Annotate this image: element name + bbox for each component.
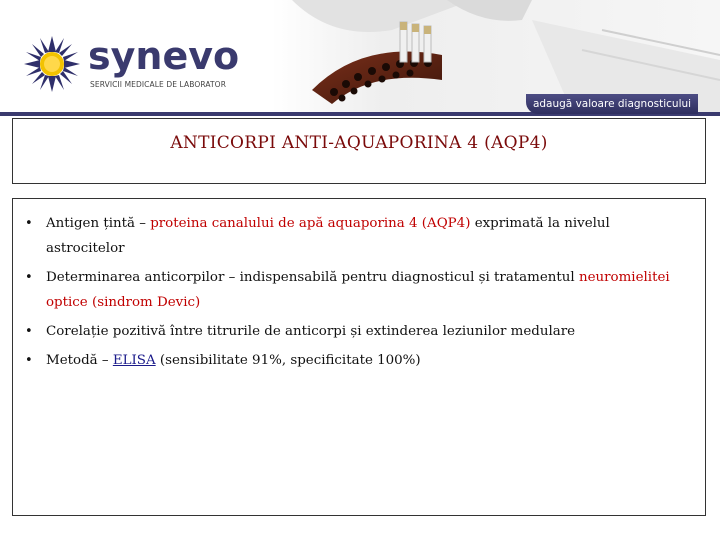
bullet-text: Antigen țintă – bbox=[46, 216, 151, 231]
bullet-text: Corelație pozitivă între titrurile de anticorpi și extinderea leziunilor medulare bbox=[46, 324, 576, 339]
bullet-list bbox=[13, 211, 703, 377]
bullet-dot-icon: • bbox=[25, 324, 33, 339]
brand-tagline: SERVICII MEDICALE DE LABORATOR bbox=[90, 80, 227, 89]
slogan-banner: adaugă valoare diagnosticului bbox=[526, 94, 698, 114]
slide-header bbox=[0, 0, 720, 120]
brand-name: synevo bbox=[88, 34, 240, 78]
bullet-item bbox=[13, 265, 703, 315]
title-box bbox=[12, 118, 706, 184]
bullet-text: Determinarea anticorpilor – indispensabilă pentru diagnosticul și tratamentul bbox=[46, 270, 579, 285]
bullet-dot-icon: • bbox=[25, 353, 33, 368]
synevo-logo bbox=[22, 34, 240, 94]
bullet-text: Metodă – bbox=[46, 353, 113, 368]
bullet-dot-icon: • bbox=[25, 270, 33, 285]
bullet-item bbox=[13, 211, 703, 261]
bullet-dot-icon: • bbox=[25, 216, 33, 231]
content-box bbox=[12, 198, 706, 516]
highlighted-text: proteina canalului de apă aquaporina 4 (AQP4) bbox=[150, 216, 471, 231]
bullet-text: (sensibilitate 91%, specificitate 100%) bbox=[155, 353, 421, 368]
bullet-text: exprimată la nivelul astrocitelor bbox=[46, 216, 610, 256]
highlighted-text: neuromielitei optice (sindrom Devic) bbox=[46, 270, 670, 310]
sunburst-logo-icon bbox=[22, 34, 82, 94]
slide-title: ANTICORPI ANTI-AQUAPORINA 4 (AQP4) bbox=[170, 133, 548, 153]
bullet-item bbox=[13, 348, 703, 373]
elisa-link[interactable]: ELISA bbox=[112, 353, 156, 368]
bullet-item bbox=[13, 319, 703, 344]
